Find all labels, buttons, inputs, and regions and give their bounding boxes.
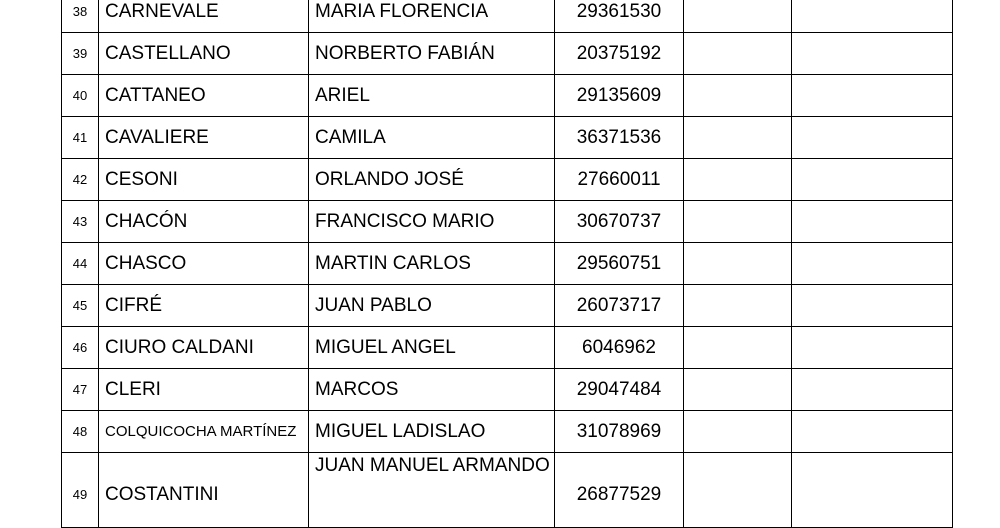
given-name-cell: MIGUEL LADISLAO bbox=[309, 411, 555, 453]
given-name-cell: ORLANDO JOSÉ bbox=[309, 159, 555, 201]
table-row bbox=[62, 411, 953, 453]
empty-cell-6 bbox=[792, 369, 953, 411]
empty-cell-6 bbox=[792, 159, 953, 201]
empty-cell-6 bbox=[792, 243, 953, 285]
table-row bbox=[62, 0, 953, 33]
empty-cell-5 bbox=[684, 243, 792, 285]
document-number-cell: 29047484 bbox=[555, 369, 684, 411]
row-number-cell: 46 bbox=[62, 327, 99, 369]
given-name-cell: FRANCISCO MARIO bbox=[309, 201, 555, 243]
given-name-cell: NORBERTO FABIÁN bbox=[309, 33, 555, 75]
table-row bbox=[62, 201, 953, 243]
table-row bbox=[62, 75, 953, 117]
surname-cell: CATTANEO bbox=[99, 75, 309, 117]
row-number-cell: 47 bbox=[62, 369, 99, 411]
empty-cell-5 bbox=[684, 33, 792, 75]
document-number-cell: 29135609 bbox=[555, 75, 684, 117]
empty-cell-6 bbox=[792, 201, 953, 243]
surname-cell: CIFRÉ bbox=[99, 285, 309, 327]
empty-cell-6 bbox=[792, 75, 953, 117]
given-name-cell: MARIA FLORENCIA bbox=[309, 0, 555, 33]
document-number-cell: 36371536 bbox=[555, 117, 684, 159]
document-number-cell: 6046962 bbox=[555, 327, 684, 369]
document-number-cell: 30670737 bbox=[555, 201, 684, 243]
given-name-cell: CAMILA bbox=[309, 117, 555, 159]
row-number-cell: 44 bbox=[62, 243, 99, 285]
empty-cell-6 bbox=[792, 453, 953, 528]
row-number-cell: 48 bbox=[62, 411, 99, 453]
empty-cell-6 bbox=[792, 33, 953, 75]
row-number-cell: 49 bbox=[62, 453, 99, 528]
surname-cell: CARNEVALE bbox=[99, 0, 309, 33]
table-row bbox=[62, 453, 953, 528]
row-number-cell: 45 bbox=[62, 285, 99, 327]
surname-cell: CLERI bbox=[99, 369, 309, 411]
empty-cell-5 bbox=[684, 453, 792, 528]
empty-cell-5 bbox=[684, 201, 792, 243]
table-row bbox=[62, 369, 953, 411]
surname-cell: CHACÓN bbox=[99, 201, 309, 243]
document-number-cell: 26073717 bbox=[555, 285, 684, 327]
empty-cell-5 bbox=[684, 117, 792, 159]
row-number-cell: 41 bbox=[62, 117, 99, 159]
given-name-cell: JUAN MANUEL ARMANDO bbox=[309, 453, 555, 528]
surname-cell: CESONI bbox=[99, 159, 309, 201]
surname-cell: CHASCO bbox=[99, 243, 309, 285]
empty-cell-5 bbox=[684, 369, 792, 411]
surname-cell: COLQUICOCHA MARTÍNEZ bbox=[99, 411, 309, 453]
empty-cell-5 bbox=[684, 159, 792, 201]
empty-cell-5 bbox=[684, 285, 792, 327]
roster-table bbox=[61, 0, 953, 528]
row-number-cell: 38 bbox=[62, 0, 99, 33]
empty-cell-5 bbox=[684, 0, 792, 33]
surname-cell: COSTANTINI bbox=[99, 453, 309, 528]
document-number-cell: 20375192 bbox=[555, 33, 684, 75]
document-number-cell: 29560751 bbox=[555, 243, 684, 285]
table-row bbox=[62, 327, 953, 369]
document-number-cell: 31078969 bbox=[555, 411, 684, 453]
document-number-cell: 27660011 bbox=[555, 159, 684, 201]
surname-cell: CAVALIERE bbox=[99, 117, 309, 159]
roster-table-body bbox=[62, 0, 953, 528]
row-number-cell: 40 bbox=[62, 75, 99, 117]
empty-cell-5 bbox=[684, 411, 792, 453]
row-number-cell: 43 bbox=[62, 201, 99, 243]
surname-cell: CIURO CALDANI bbox=[99, 327, 309, 369]
surname-cell: CASTELLANO bbox=[99, 33, 309, 75]
given-name-cell: MARCOS bbox=[309, 369, 555, 411]
table-row bbox=[62, 159, 953, 201]
table-row bbox=[62, 285, 953, 327]
empty-cell-6 bbox=[792, 0, 953, 33]
document-number-cell: 26877529 bbox=[555, 453, 684, 528]
table-row bbox=[62, 117, 953, 159]
table-row bbox=[62, 243, 953, 285]
given-name-cell: ARIEL bbox=[309, 75, 555, 117]
row-number-cell: 39 bbox=[62, 33, 99, 75]
document-number-cell: 29361530 bbox=[555, 0, 684, 33]
empty-cell-6 bbox=[792, 411, 953, 453]
empty-cell-6 bbox=[792, 327, 953, 369]
given-name-cell: JUAN PABLO bbox=[309, 285, 555, 327]
empty-cell-6 bbox=[792, 117, 953, 159]
row-number-cell: 42 bbox=[62, 159, 99, 201]
empty-cell-5 bbox=[684, 327, 792, 369]
given-name-cell: MARTIN CARLOS bbox=[309, 243, 555, 285]
empty-cell-5 bbox=[684, 75, 792, 117]
given-name-cell: MIGUEL ANGEL bbox=[309, 327, 555, 369]
empty-cell-6 bbox=[792, 285, 953, 327]
table-row bbox=[62, 33, 953, 75]
